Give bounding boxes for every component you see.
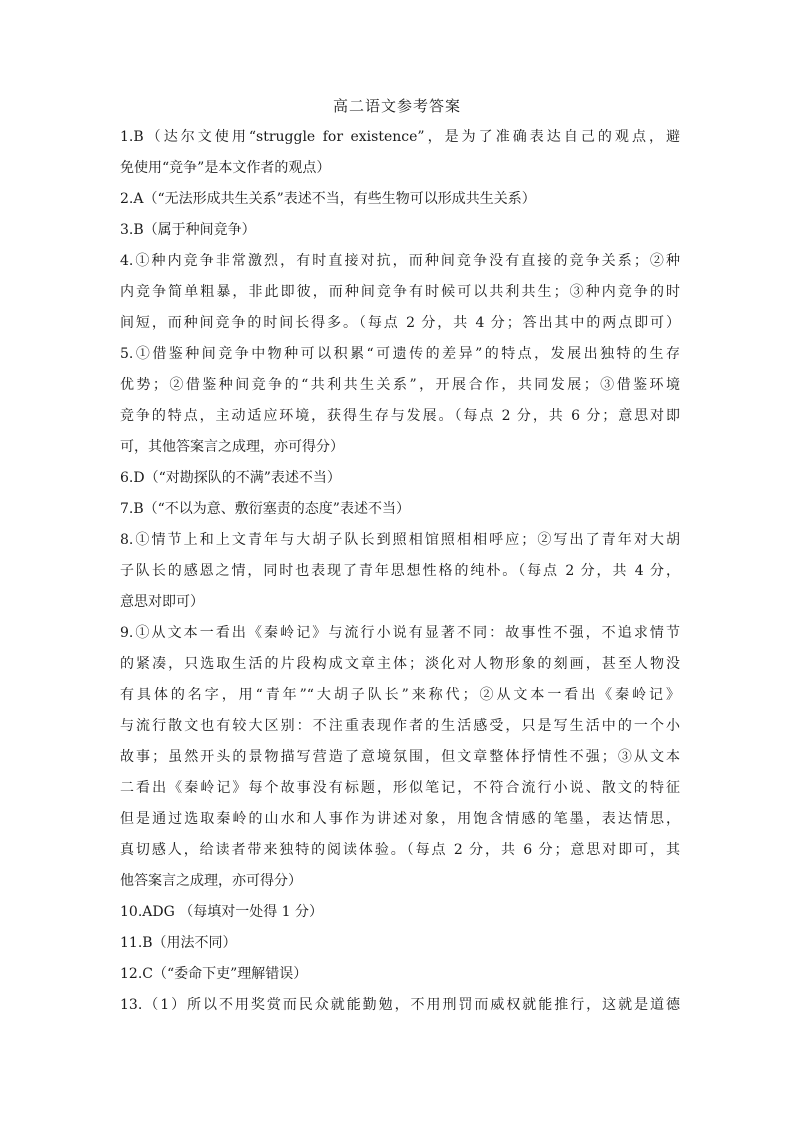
answer-line-25: 他答案言之成理，亦可得分）	[120, 873, 302, 889]
answer-line-10: 竞争的特点，主动适应环境，获得生存与发展。（每点 2 分，共 6 分；意思对即	[120, 408, 680, 424]
answer-line-28: 12.C（“委命下吏”理解错误）	[120, 966, 308, 982]
answer-line-6: 内竞争简单粗暴，非此即彼，而种间竞争有时候可以共利共生；③种内竞争的时	[120, 284, 680, 300]
answer-line-4: 3.B（属于种间竞争）	[120, 222, 256, 238]
answer-line-22: 二看出《秦岭记》每个故事没有标题，形似笔记，不符合流行小说、散文的特征	[120, 780, 680, 796]
answer-line-26: 10.ADG （每填对一处得 1 分）	[120, 904, 324, 920]
answer-line-9: 优势；②借鉴种间竞争的“共利共生关系”，开展合作，共同发展；③借鉴环境	[120, 377, 680, 393]
page-title: 高二语文参考答案	[332, 97, 461, 115]
answer-line-16: 意思对即可）	[120, 594, 204, 610]
answer-line-29: 13.（1）所以不用奖赏而民众就能勤勉，不用刑罚而威权就能推行，这就是道德	[120, 997, 680, 1013]
answer-line-17: 9.①从文本一看出《秦岭记》与流行小说有显著不同：故事性不强，不追求情节	[120, 625, 680, 641]
answer-line-12: 6.D（“对勘探队的不满”表述不当）	[120, 470, 341, 486]
answer-line-2: 免使用“竞争”是本文作者的观点）	[120, 160, 331, 176]
answer-line-11: 可，其他答案言之成理，亦可得分）	[120, 439, 344, 455]
answer-line-1: 1.B（达尔文使用“struggle for existence”，是为了准确表达自己的观点，避	[120, 129, 680, 145]
answer-line-3: 2.A（“无法形成共生关系”表述不当，有些生物可以形成共生关系）	[120, 191, 536, 207]
answer-line-24: 真切感人，给读者带来独特的阅读体验。（每点 2 分，共 6 分；意思对即可，其	[120, 842, 680, 858]
answer-line-27: 11.B（用法不同）	[120, 935, 237, 951]
answer-line-14: 8.①情节上和上文青年与大胡子队长到照相馆照相相呼应；②写出了青年对大胡	[120, 532, 680, 548]
answer-line-20: 与流行散文也有较大区别：不注重表现作者的生活感受，只是写生活中的一个小	[120, 718, 680, 734]
answer-line-8: 5.①借鉴种间竞争中物种可以积累“可遗传的差异”的特点，发展出独特的生存	[120, 346, 680, 362]
answer-line-19: 有具体的名字，用“青年”“大胡子队长”来称代；②从文本一看出《秦岭记》	[120, 687, 680, 703]
answer-line-21: 故事；虽然开头的景物描写营造了意境氛围，但文章整体抒情性不强；③从文本	[120, 749, 680, 765]
answer-line-13: 7.B（“不以为意、敷衍塞责的态度”表述不当）	[120, 501, 410, 517]
answer-line-7: 间短，而种间竞争的时间长得多。（每点 2 分，共 4 分；答出其中的两点即可）	[120, 315, 680, 331]
answer-line-23: 但是通过选取秦岭的山水和人事作为讲述对象，用饱含情感的笔墨，表达情思，	[120, 811, 680, 827]
answer-line-15: 子队长的感恩之情，同时也表现了青年思想性格的纯朴。（每点 2 分，共 4 分，	[120, 563, 680, 579]
answer-line-5: 4.①种内竞争非常激烈，有时直接对抗，而种间竞争没有直接的竞争关系；②种	[120, 253, 680, 269]
answer-line-18: 的紧凑，只选取生活的片段构成文章主体；淡化对人物形象的刻画，甚至人物没	[120, 656, 680, 672]
